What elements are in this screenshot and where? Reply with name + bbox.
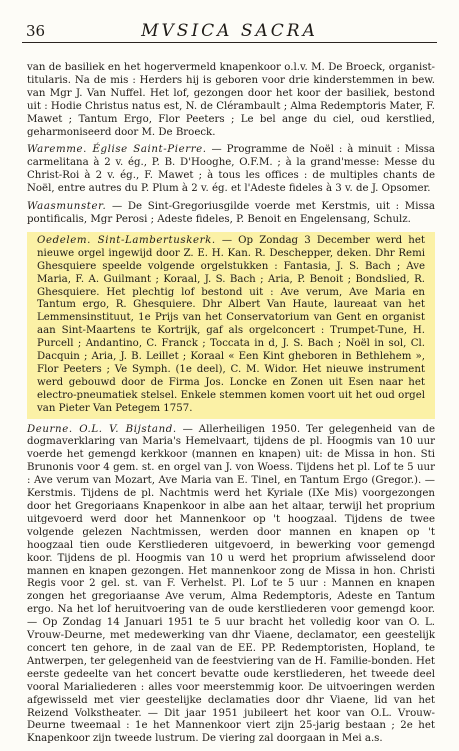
paragraph-deurne bbox=[27, 424, 435, 747]
running-title: MVSICA SACRA bbox=[141, 21, 318, 41]
paragraph-text: — Programme de Noël : à minuit : Missa carmelitana à 2 v. ég., P. B. D'Hooghe, O.F.M. ; à la grand'messe: Messe du Christ-Roi à 2 v. ég., F. Mawet ; à tous les offices : de multiples chants de Noël, entre autres du P. Plum à 2 v. ég. et l'Adeste fideles à 3 v. de J. Opsomer. bbox=[27, 144, 435, 195]
page-header bbox=[22, 16, 437, 43]
paragraph-text: — Allerheiligen 1950. Ter gelegenheid van de dogmaverklaring van Maria's Hemelvaart, tijdens de pl. Hoogmis van 10 uur voerde het gemengd kerkkoor (mannen en knapen) uit: de Missa in hon. Sti Brunonis voor 4 gem. st. en orgel van J. von Woess. Tijdens het pl. Lof te 5 uur : Ave verum van Mozart, Ave Maria van E. Tinel, en Tantum Ergo (Gregor.). — Kerstmis. Tijdens de pl. Nachtmis werd het Kyriale (IXe Mis) voorgezongen door het Gregoriaans Knapenkoor in albe aan het altaar, terwijl het proprium uitgevoerd werd door het Mannenkoor op 't hoogzaal. Tijdens de twee volgende gelezen Nachtmissen, werden door mannen en knapen op 't hoogzaal tien oude Kerstliederen uitgevoerd, in bewerking voor gemengd koor. Tijdens de pl. Hoogmis van 10 u werd het proprium afwisselend door mannen en knapen gezongen. Het mannenkoor zong de Missa in hon. Christi Regis voor 2 gel. st. van F. Verhelst. Pl. Lof te 5 uur : Mannen en knapen zongen het gregoriaanse Ave verum, Alma Redemptoris, Adeste en Tantum ergo. Na het lof heruitvoering van de oude kerstliederen voor gemengd koor. — Op Zondag 14 Januari 1951 te 5 uur bracht het volledig koor van O. L. Vrouw-Deurne, met medewerking van dhr Viaene, declamator, een geestelijk concert ten gehore, in de zaal van de EE. PP. Redemptoristen, Hopland, te Antwerpen, ter gelegenheid van de feestviering van de H. Familie-bonden. Het eerste gedeelte van het concert bevatte oude kerstliederen, het tweede deel vooral Marialiederen : alles voor meerstemmig koor. De uitvoeringen werden afgewisseld met vier geestelijke declamaties door dhr Viaene, lid van het Reizend Volkstheater. — Dit jaar 1951 jubileert het koor van O.L. Vrouw-Deurne tweemaal : 1e het Mannenkoor viert zijn 25-jarig bestaan ; 2e het Knapenkoor zijn tweede lustrum. De viering zal doorgaan in Mei a.s. bbox=[27, 423, 436, 745]
paragraph-waasmunster bbox=[27, 201, 435, 227]
paragraph-basiliek bbox=[27, 62, 435, 139]
paragraph-oedelem-highlighted bbox=[27, 232, 435, 419]
paragraph-text: van de basiliek en het hogervermeld knapenkoor o.l.v. M. De Broeck, organist-titularis. Na de mis : Herders hij is geboren voor drie kinderstemmen in bew. van Mgr J. Van Nuffel. Het lof, gezongen door het koor der basiliek, bestond uit : Hodie Christus natus est, N. de Clérambault ; Alma Redemptoris Mater, F. Mawet ; Tantum Ergo, Flor Peeters ; Le bel ange du ciel, oud kerstlied, geharmoniseerd door M. De Broeck. bbox=[27, 62, 435, 138]
page-number: 36 bbox=[26, 22, 46, 40]
paragraph-waremme bbox=[27, 144, 435, 196]
paragraph-text: — De Sint-Gregoriusgilde voerde met Kerstmis, uit : Missa pontificalis, Mgr Perosi ; Adeste fideles, P. Benoit en Engelensang, Schulz. bbox=[27, 201, 435, 225]
place-heading: Waremme. Église Saint-Pierre. bbox=[27, 144, 207, 156]
place-heading: Waasmunster. bbox=[27, 201, 107, 213]
place-heading: Deurne. O.L. V. Bijstand. bbox=[27, 423, 177, 435]
paragraph-text: — Op Zondag 3 December werd het nieuwe orgel ingewijd door Z. E. H. Kan. R. Deschepper, deken. Dhr Remi Ghesquiere speelde volgende orgelstukken : Fantasia, J. S. Bach ; Ave Maria, F. A. Guilmant ; Koraal, J. S. Bach ; Aria, P. Benoit ; Bondslied, R. Ghesquiere. Het plechtig lof bestond uit : Ave verum, Ave Maria en Tantum ergo, R. Ghesquiere. Dhr Albert Van Haute, laureaat van het Lemmensinstituut, 1e Prijs van het Conservatorium van Gent en organist aan Sint-Maartens te Kortrijk, gaf als orgelconcert : Trumpet-Tune, H. Purcell ; Andantino, C. Franck ; Toccata in d, J. S. Bach ; Noël in sol, Cl. Dacquin ; Aria, J. B. Leillet ; Koraal « Een Kint gheboren in Bethlehem », Flor Peeters ; Ve Symph. (1e deel), C. M. Widor. Het nieuwe instrument werd gebouwd door de Firma Jos. Loncke en Zonen uit Esen naar het electro-pneumatiek stelsel. Enkele stemmen komen voort uit het oud orgel van Pieter Van Petegem 1757. bbox=[37, 234, 425, 414]
place-heading: Oedelem. Sint-Lambertuskerk. bbox=[37, 234, 216, 246]
article-body bbox=[27, 62, 435, 751]
